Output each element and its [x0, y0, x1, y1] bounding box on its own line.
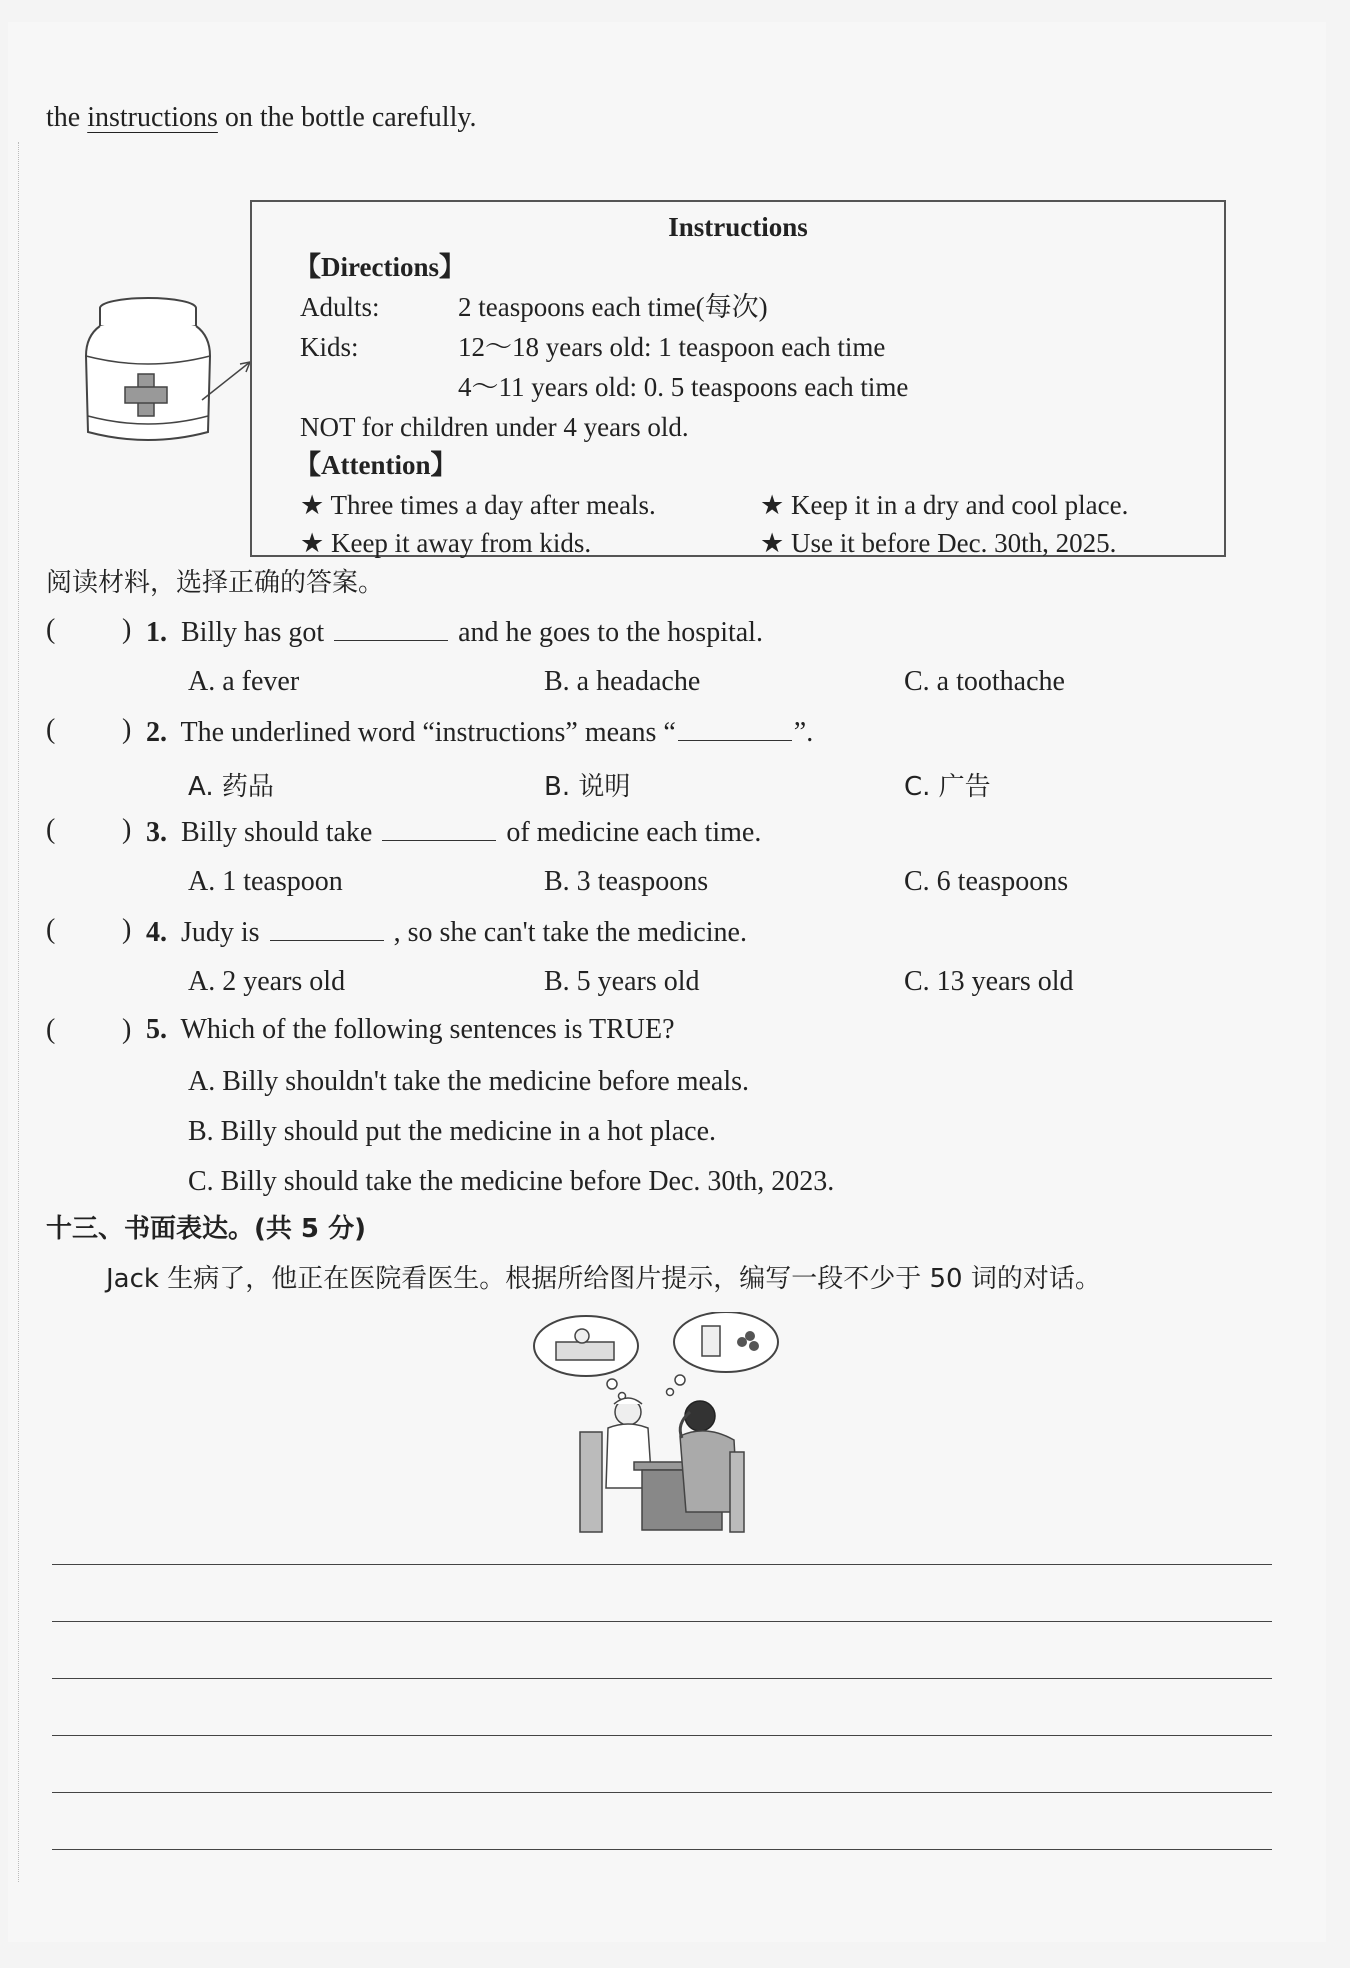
option-c[interactable]: C. 广告 [904, 772, 991, 802]
answer-blank[interactable] [678, 716, 792, 741]
intro-line [46, 104, 477, 132]
question-stem-after: of medicine each time. [506, 817, 762, 848]
question-stem-before: Billy should take [181, 817, 373, 848]
option-a[interactable]: A. 药品 [188, 772, 274, 802]
doctor-visit-illustration [530, 1312, 790, 1538]
option-c[interactable]: C. 6 teaspoons [904, 866, 1069, 897]
option-c[interactable]: C. a toothache [904, 666, 1065, 697]
answer-blank[interactable] [334, 616, 448, 641]
question-stem-after: , so she can't take the medicine. [393, 917, 747, 948]
writing-line[interactable] [52, 1678, 1272, 1679]
writing-line[interactable] [52, 1735, 1272, 1736]
kids-value-younger: 4～11 years old: 0. 5 teaspoons each time [458, 372, 909, 402]
answer-paren-close: ) [122, 1014, 132, 1045]
question-number: 3. [146, 817, 167, 848]
question-stem-before: The underlined word “instructions” means “ [180, 717, 676, 748]
writing-line[interactable] [52, 1621, 1272, 1622]
intro-prefix: the [46, 102, 88, 133]
medicine-bottle-icon [80, 292, 260, 452]
question-stem-after: and he goes to the hospital. [458, 617, 763, 648]
answer-paren-close: ) [122, 814, 132, 845]
adults-value: 2 teaspoons each time(每次) [458, 292, 768, 322]
writing-line[interactable] [52, 1849, 1272, 1850]
not-for-children-line: NOT for children under 4 years old. [300, 412, 689, 442]
thought-bubble-medicine [674, 1312, 778, 1372]
answer-blank[interactable] [382, 816, 496, 841]
instructions-box [250, 200, 1226, 557]
section-13-instruction: Jack 生病了，他正在医院看医生。根据所给图片提示，编写一段不少于 50 词的对话。 [106, 1264, 1101, 1294]
question-text [146, 916, 747, 947]
question-text [146, 816, 761, 847]
answer-paren-open: ( [46, 914, 56, 945]
attention-heading: 【Attention】 [294, 450, 458, 480]
kids-value-older: 12～18 years old: 1 teaspoon each time [458, 332, 886, 362]
option-b[interactable]: B. Billy should put the medicine in a hot place. [188, 1116, 717, 1147]
adults-label: Adults: [300, 292, 380, 322]
option-b[interactable]: B. a headache [544, 666, 701, 697]
worksheet-page [8, 22, 1326, 1942]
kids-label: Kids: [300, 332, 359, 362]
intro-underlined-word: instructions [87, 102, 218, 133]
question-stem-after: ”. [793, 717, 814, 748]
answer-paren-open: ( [46, 614, 56, 645]
writing-line[interactable] [52, 1564, 1272, 1565]
option-a[interactable]: A. 2 years old [188, 966, 346, 997]
answer-paren-close: ) [122, 914, 132, 945]
attention-item: ★ Keep it in a dry and cool place. [760, 490, 1129, 520]
option-a[interactable]: A. a fever [188, 666, 300, 697]
answer-paren-open: ( [46, 814, 56, 845]
directions-heading: 【Directions】 [294, 252, 466, 282]
section-13-heading: 十三、书面表达。(共 5 分) [46, 1214, 366, 1244]
question-number: 2. [146, 717, 167, 748]
instructions-title: Instructions [668, 212, 808, 242]
option-b[interactable]: B. 5 years old [544, 966, 700, 997]
attention-item: ★ Keep it away from kids. [300, 528, 592, 558]
question-number: 1. [146, 617, 167, 648]
writing-line[interactable] [52, 1792, 1272, 1793]
question-text [146, 1016, 675, 1044]
answer-paren-close: ) [122, 614, 132, 645]
question-number: 4. [146, 917, 167, 948]
question-stem-before: Judy is [181, 917, 260, 948]
answer-paren-close: ) [122, 714, 132, 745]
option-c[interactable]: C. Billy should take the medicine before Dec. 30th, 2023. [188, 1166, 835, 1197]
answer-blank[interactable] [270, 916, 384, 941]
intro-suffix: on the bottle carefully. [217, 102, 477, 133]
question-number: 5. [146, 1014, 167, 1045]
option-b[interactable]: B. 3 teaspoons [544, 866, 709, 897]
option-c[interactable]: C. 13 years old [904, 966, 1074, 997]
question-text [146, 716, 813, 747]
answer-paren-open: ( [46, 714, 56, 745]
question-stem-before: Which of the following sentences is TRUE? [180, 1014, 675, 1045]
margin-guide [18, 142, 19, 1882]
answer-paren-open: ( [46, 1014, 56, 1045]
option-a[interactable]: A. Billy shouldn't take the medicine before meals. [188, 1066, 750, 1097]
question-stem-before: Billy has got [181, 617, 325, 648]
option-b[interactable]: B. 说明 [544, 772, 631, 802]
option-a[interactable]: A. 1 teaspoon [188, 866, 343, 897]
attention-item: ★ Use it before Dec. 30th, 2025. [760, 528, 1117, 558]
question-text [146, 616, 763, 647]
attention-item: ★ Three times a day after meals. [300, 490, 656, 520]
task-instruction: 阅读材料，选择正确的答案。 [46, 568, 385, 598]
